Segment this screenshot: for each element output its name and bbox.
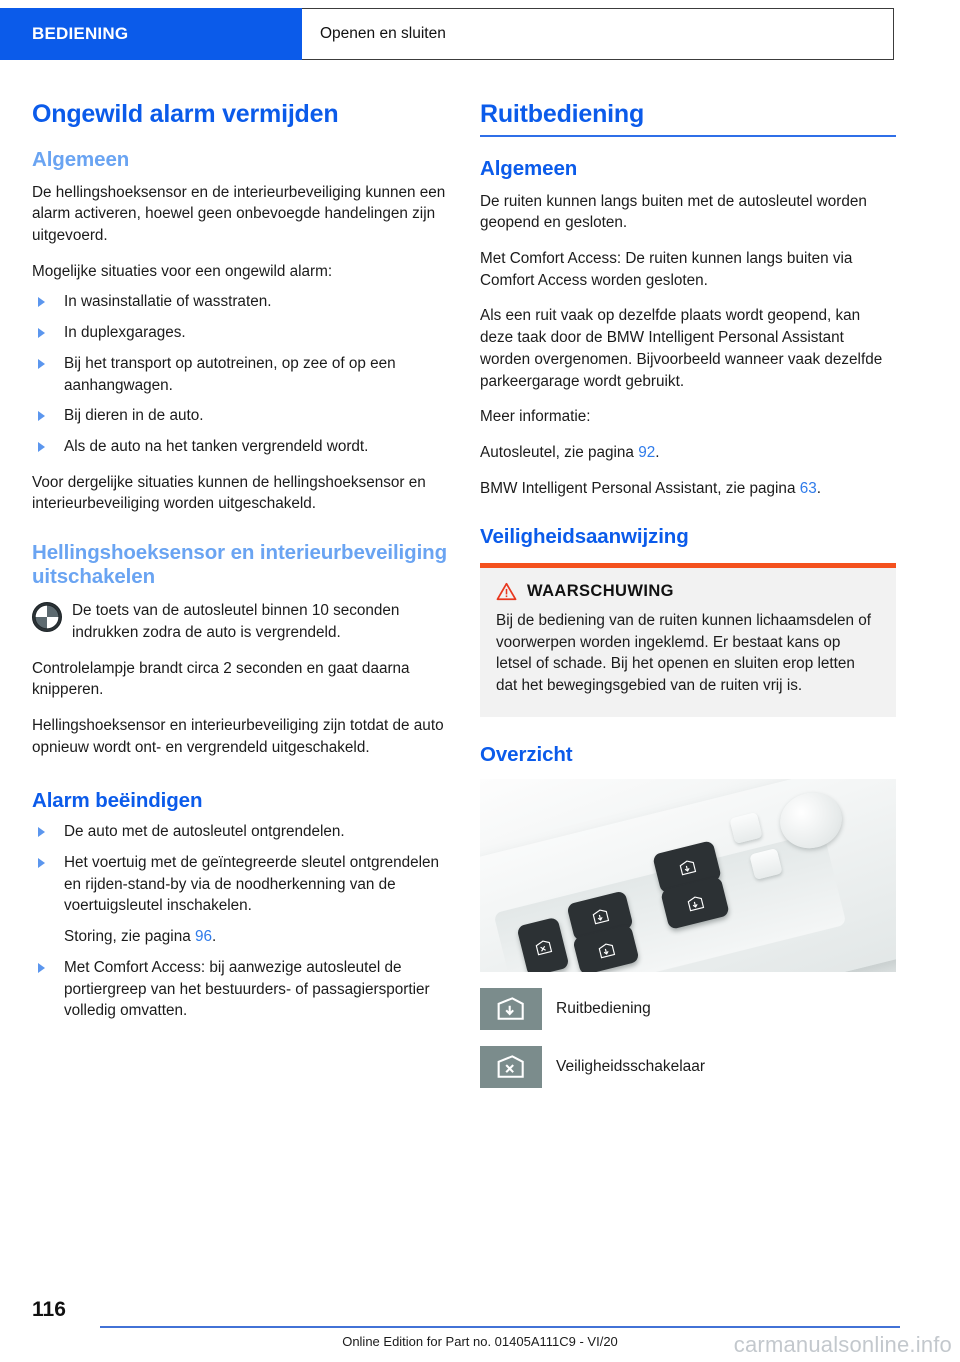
legend-label: Veiligheidsschakelaar	[556, 1058, 706, 1076]
right-heading-veiligheidsaanwijzing: Veiligheidsaanwijzing	[480, 525, 689, 549]
ref-prefix: BMW Intelligent Personal Assistant, zie pagina	[480, 479, 800, 497]
list-item	[32, 405, 448, 427]
triangle-bullet-icon	[38, 328, 45, 338]
list-item-label: Met Comfort Access: bij aanwezige autosleutel de portiergreep van het bestuurders- of passagiersportier volledig omvatten.	[64, 958, 430, 1020]
list-item	[32, 291, 448, 313]
right-reference-assistant	[480, 478, 896, 500]
warning-box	[480, 563, 896, 717]
left-column	[32, 100, 448, 1022]
right-column	[480, 100, 896, 1088]
right-reference-autosleutel	[480, 442, 896, 464]
ref-suffix: .	[655, 444, 660, 462]
page-xref-link[interactable]: 63	[799, 479, 817, 497]
triangle-bullet-icon	[38, 858, 45, 868]
left-page-title: Ongewild alarm vermijden	[32, 100, 339, 128]
window-controls-photo	[480, 779, 896, 972]
left-paragraph: De hellingshoeksensor en de interieurbeveiliging kunnen een alarm activeren, hoewel geen onbevoegde handelingen zijn uitgevoerd.	[32, 183, 446, 244]
bmw-roundel-icon	[32, 602, 62, 632]
storing-suffix: .	[211, 928, 217, 946]
left-paragraph: Controlelampje brandt circa 2 seconden en gaat daarna knipperen.	[32, 659, 410, 699]
page-header	[0, 8, 960, 60]
header-section-label: Openen en sluiten	[302, 8, 894, 60]
list-item	[32, 322, 448, 344]
list-item-label: De auto met de autosleutel ontgrendelen.	[64, 823, 345, 841]
warning-label: WAARSCHUWING	[527, 582, 674, 601]
left-key-step	[32, 600, 448, 643]
list-item	[32, 353, 448, 396]
triangle-bullet-icon	[38, 359, 45, 369]
left-bullet-list-3	[32, 957, 448, 1022]
triangle-bullet-icon	[38, 827, 45, 837]
window-control-icon	[685, 894, 705, 913]
legend-icon-window-control	[480, 988, 542, 1030]
page-xref-link[interactable]: 96	[194, 928, 212, 946]
right-heading-overzicht: Overzicht	[480, 742, 573, 766]
warning-header	[496, 582, 880, 601]
list-item-label: Als de auto na het tanken vergrendeld wordt.	[64, 438, 369, 456]
left-bullet-list	[32, 291, 448, 457]
window-control-icon	[596, 941, 616, 960]
list-item-label: In duplexgarages.	[64, 324, 186, 342]
left-heading-algemeen: Algemeen	[32, 148, 130, 171]
left-key-step-label: De toets van de autosleutel binnen 10 seconden indrukken zodra de auto is vergrendeld.	[72, 602, 400, 642]
triangle-bullet-icon	[38, 297, 45, 307]
page-footer	[0, 1282, 960, 1362]
legend-icon-safety-switch	[480, 1046, 542, 1088]
safety-switch-icon	[533, 938, 553, 957]
left-heading-alarm-beeindigen: Alarm beëindigen	[32, 788, 203, 812]
right-paragraph: Als een ruit vaak op dezelfde plaats wordt geopend, kan deze taak door de BMW Intelligent Personal Assistant worden overgenomen. Bijvoorbeeld wanneer vaak dezelfde parkeergarage wordt gebruikt.	[480, 307, 883, 390]
list-item-label: Bij dieren in de auto.	[64, 407, 204, 425]
window-control-icon	[677, 858, 697, 877]
triangle-bullet-icon	[38, 411, 45, 421]
list-item	[32, 821, 448, 843]
triangle-bullet-icon	[38, 442, 45, 452]
list-item	[32, 436, 448, 458]
right-heading-algemeen: Algemeen	[480, 157, 578, 180]
legend-label: Ruitbediening	[556, 1000, 651, 1018]
left-storing-note	[32, 926, 448, 948]
storing-prefix: Storing, zie pagina	[64, 928, 195, 946]
left-paragraph: Voor dergelijke situaties kunnen de hellingshoeksensor en interieurbeveiliging worden uitgeschakeld.	[32, 473, 426, 513]
header-chapter-label: BEDIENING	[0, 8, 302, 60]
footer-rule	[100, 1326, 900, 1328]
list-item-label: Bij het transport op autotreinen, op zee of op een aanhangwagen.	[64, 354, 396, 394]
window-control-icon	[590, 907, 610, 926]
page-number: 116	[32, 1298, 66, 1321]
ref-suffix: .	[816, 479, 821, 497]
list-item-label: Het voertuig met de geïntegreerde sleutel ontgrendelen en rijden-stand-by via de noodherkenning van de voertuigsleutel inschakelen.	[64, 853, 440, 915]
left-heading-hellingshoeksensor: Hellingshoeksensor en interieurbeveiliging uitschakelen	[32, 541, 448, 588]
legend-row-veiligheidsschakelaar	[480, 1046, 896, 1088]
footer-edition-note: Online Edition for Part no. 01405A111C9 - VI/20	[342, 1334, 618, 1349]
warning-triangle-icon	[496, 582, 517, 601]
watermark-text: carmanualsonline.info	[733, 1332, 952, 1357]
right-page-title: Ruitbediening	[480, 100, 896, 137]
list-item-label: In wasinstallatie of wasstraten.	[64, 293, 272, 311]
list-item	[32, 852, 448, 917]
left-paragraph: Hellingshoeksensor en interieurbeveiliging zijn totdat de auto opnieuw wordt ont- en vergrendeld uitgeschakeld.	[32, 717, 444, 756]
ref-prefix: Autosleutel, zie pagina	[480, 444, 639, 462]
window-control-icon	[494, 996, 528, 1022]
left-bullet-list-2	[32, 821, 448, 917]
triangle-bullet-icon	[38, 963, 45, 973]
left-paragraph: Mogelijke situaties voor een ongewild alarm:	[32, 262, 333, 280]
page-xref-link[interactable]: 92	[638, 444, 656, 462]
right-paragraph: De ruiten kunnen langs buiten met de autosleutel worden geopend en gesloten.	[480, 192, 867, 232]
list-item	[32, 957, 448, 1022]
warning-text: Bij de bediening van de ruiten kunnen lichaamsdelen of voorwerpen worden ingeklemd. Er bestaat kans op letsel of schade. Bij het openen en sluiten erop letten dat het bewegingsgebied van de ruiten vrij is.	[496, 612, 872, 695]
legend-row-ruitbediening	[480, 988, 896, 1030]
right-paragraph: Meer informatie:	[480, 408, 591, 426]
safety-switch-icon	[494, 1054, 528, 1080]
right-paragraph: Met Comfort Access: De ruiten kunnen langs buiten via Comfort Access worden gesloten.	[480, 250, 853, 289]
